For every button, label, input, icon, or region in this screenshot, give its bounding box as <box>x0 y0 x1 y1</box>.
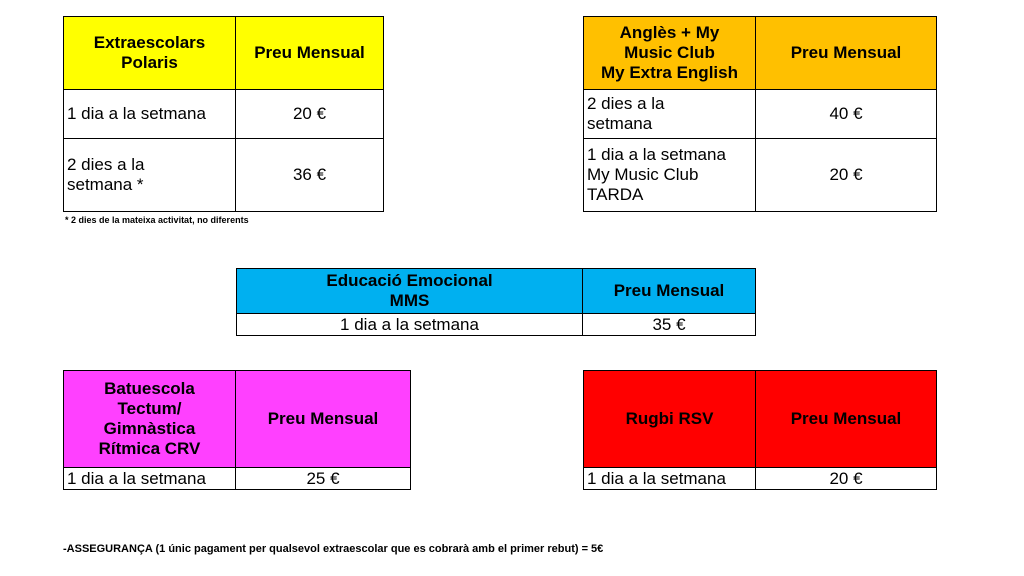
activity-name-line: Batuescola <box>104 379 195 398</box>
table-header-row <box>237 269 756 314</box>
table-row <box>584 139 937 212</box>
frequency-cell: 1 dia a la setmana <box>64 468 236 490</box>
activity-name-line: Gimnàstica <box>103 419 196 438</box>
footnote: * 2 dies de la mateixa activitat, no diferents <box>65 215 249 225</box>
activity-header: Rugbi RSV <box>584 371 756 468</box>
table-row <box>584 90 937 139</box>
batuescola-price-table <box>63 370 411 490</box>
table-row <box>64 139 384 212</box>
frequency-line: 1 dia a la setmana <box>587 145 726 164</box>
activity-name-line: MMS <box>389 291 430 310</box>
price-cell: 35 € <box>583 314 756 336</box>
rugbi-price-table <box>583 370 937 490</box>
table-header-row <box>64 17 384 90</box>
table-row <box>237 314 756 336</box>
activity-header <box>64 371 236 468</box>
activity-name-line: Tectum/ <box>117 399 182 418</box>
frequency-cell: 1 dia a la setmana <box>64 90 236 139</box>
price-header: Preu Mensual <box>583 269 756 314</box>
price-cell: 20 € <box>756 468 937 490</box>
polaris-price-table <box>63 16 384 212</box>
educacio-emocional-price-table <box>236 268 756 336</box>
frequency-line: 2 dies a la <box>587 94 665 113</box>
price-cell: 25 € <box>236 468 411 490</box>
price-header: Preu Mensual <box>756 371 937 468</box>
activity-name-line: Extraescolars <box>93 33 206 52</box>
frequency-cell: 1 dia a la setmana <box>584 468 756 490</box>
frequency-cell <box>64 139 236 212</box>
table-row <box>584 468 937 490</box>
price-header: Preu Mensual <box>236 371 411 468</box>
activity-name-line: Educació Emocional <box>326 271 493 290</box>
table-header-row <box>64 371 411 468</box>
activity-name-line: My Extra English <box>601 63 738 82</box>
table-header-row <box>584 371 937 468</box>
frequency-line: My Music Club <box>587 165 699 184</box>
price-cell: 36 € <box>236 139 384 212</box>
price-cell: 20 € <box>756 139 937 212</box>
activity-header <box>237 269 583 314</box>
frequency-line: setmana * <box>67 175 144 194</box>
angles-price-table <box>583 16 937 212</box>
table-row <box>64 90 384 139</box>
activity-name-line: Anglès + My <box>619 23 720 42</box>
price-header: Preu Mensual <box>236 17 384 90</box>
frequency-cell: 1 dia a la setmana <box>237 314 583 336</box>
activity-name-line: Music Club <box>624 43 715 62</box>
table-row <box>64 468 411 490</box>
frequency-line: 2 dies a la <box>67 155 145 174</box>
frequency-cell <box>584 90 756 139</box>
price-cell: 40 € <box>756 90 937 139</box>
price-cell: 20 € <box>236 90 384 139</box>
frequency-line: setmana <box>587 114 653 133</box>
activity-header <box>584 17 756 90</box>
activity-header <box>64 17 236 90</box>
insurance-note: -ASSEGURANÇA (1 únic pagament per qualsevol extraescolar que es cobrarà amb el primer rebut) = 5€ <box>63 543 604 555</box>
frequency-line: TARDA <box>587 185 644 204</box>
activity-name-line: Rítmica CRV <box>98 439 201 458</box>
frequency-cell <box>584 139 756 212</box>
activity-name-line: Polaris <box>121 53 178 72</box>
price-header: Preu Mensual <box>756 17 937 90</box>
table-header-row <box>584 17 937 90</box>
